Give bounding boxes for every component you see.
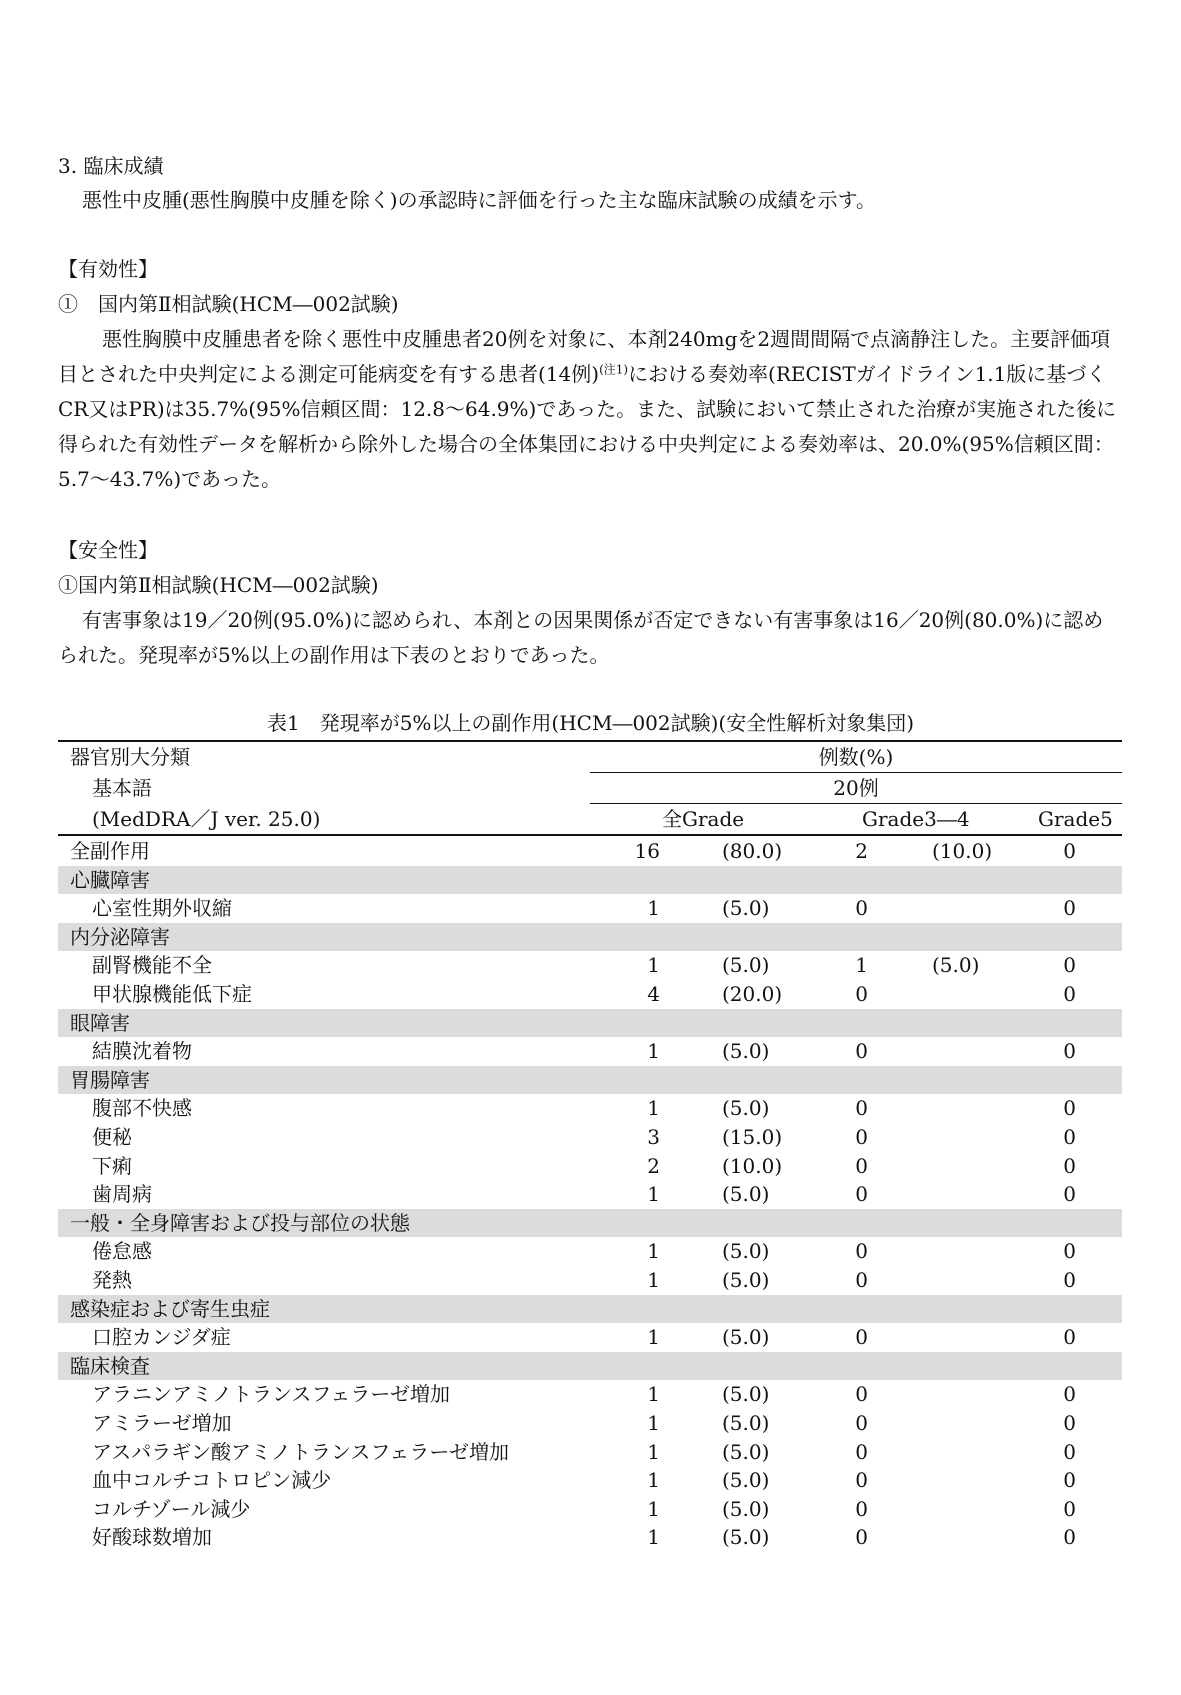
safety-heading: 【安全性】 bbox=[58, 538, 158, 562]
table-row-soc bbox=[58, 1295, 1122, 1323]
all-grade-pct: (5.0) bbox=[722, 1411, 770, 1435]
grade5-count: 0 bbox=[1063, 1268, 1076, 1292]
table-row bbox=[58, 1495, 1122, 1523]
row-label: 胃腸障害 bbox=[70, 1067, 150, 1092]
grade34-count: 0 bbox=[855, 1439, 868, 1464]
table-row bbox=[58, 1123, 1122, 1151]
grade5-count: 0 bbox=[1063, 896, 1076, 921]
all-grade-pct: (5.0) bbox=[722, 1096, 770, 1121]
all-grade-count: 1 bbox=[647, 1411, 660, 1435]
row-label: アスパラギン酸アミノトランスフェラーゼ増加 bbox=[92, 1439, 509, 1464]
all-grade-pct: (5.0) bbox=[722, 1382, 770, 1407]
grade5-count: 0 bbox=[1063, 1239, 1076, 1264]
all-grade-pct: (80.0) bbox=[722, 839, 783, 863]
grade34-count: 0 bbox=[855, 1468, 868, 1493]
grade5-count: 0 bbox=[1063, 1039, 1076, 1064]
row-label: 腹部不快感 bbox=[92, 1096, 192, 1121]
row-label: アラニンアミノトランスフェラーゼ増加 bbox=[92, 1382, 450, 1407]
grade34-count: 0 bbox=[855, 1039, 868, 1064]
table-caption: 表1 発現率が5%以上の副作用(HCM―002試験)(安全性解析対象集団) bbox=[266, 711, 915, 735]
grade5-count: 0 bbox=[1063, 1125, 1076, 1149]
all-grade-count: 3 bbox=[647, 1125, 660, 1149]
grade34-count: 0 bbox=[855, 1496, 868, 1521]
table-row bbox=[58, 1323, 1122, 1351]
grade5-count: 0 bbox=[1063, 953, 1076, 978]
row-label: 全副作用 bbox=[70, 839, 150, 863]
grade5-count: 0 bbox=[1063, 1153, 1076, 1178]
grade34-count: 0 bbox=[855, 1182, 868, 1207]
grade34-count: 0 bbox=[855, 1525, 868, 1550]
table-row-soc bbox=[58, 1352, 1122, 1380]
all-grade-pct: (5.0) bbox=[722, 1525, 770, 1550]
grade5-count: 0 bbox=[1063, 839, 1076, 863]
grade5-count: 0 bbox=[1063, 1468, 1076, 1493]
table-row-soc bbox=[58, 1209, 1122, 1237]
row-label: 一般・全身障害および投与部位の状態 bbox=[70, 1210, 410, 1235]
all-grade-pct: (5.0) bbox=[722, 1468, 770, 1493]
row-label: 口腔カンジダ症 bbox=[92, 1325, 231, 1350]
header-grade34: Grade3―4 bbox=[862, 807, 970, 831]
grade34-count: 1 bbox=[855, 953, 868, 978]
grade34-count: 0 bbox=[855, 1382, 868, 1407]
grade34-count: 0 bbox=[855, 1325, 868, 1350]
grade5-count: 0 bbox=[1063, 1525, 1076, 1550]
table-row bbox=[58, 1237, 1122, 1265]
all-grade-pct: (5.0) bbox=[722, 1182, 770, 1207]
grade5-count: 0 bbox=[1063, 1325, 1076, 1350]
table-row bbox=[58, 1266, 1122, 1294]
footnote-marker: (注1) bbox=[599, 362, 629, 377]
efficacy-paragraph-part-b: における奏効率(RECISTガイドライン1.1版に基づくCR又はPR)は35.7%(95%信頼区間：12.8～64.9%)であった。また、試験において禁止された治療が実施された後に得られた有効性データを解析から除外した場合の全体集団における中央判定による奏効率は、20.0%(95%信頼区間：5.7～43.7%)であった。 bbox=[58, 362, 1117, 491]
table-row bbox=[58, 1094, 1122, 1122]
table-row bbox=[58, 1380, 1122, 1408]
row-label: 心臓障害 bbox=[70, 867, 150, 892]
table-row bbox=[58, 1438, 1122, 1466]
row-label: 内分泌障害 bbox=[70, 924, 170, 949]
efficacy-trial-title: ① 国内第Ⅱ相試験(HCM―002試験) bbox=[58, 292, 399, 316]
row-label: 血中コルチコトロピン減少 bbox=[92, 1468, 332, 1493]
row-label: 好酸球数増加 bbox=[92, 1525, 212, 1550]
safety-paragraph: 有害事象は19／20例(95.0%)に認められ、本剤との因果関係が否定できない有害事象は16／20例(80.0%)に認められた。発現率が5%以上の副作用は下表のとおりであった。 bbox=[58, 608, 1104, 667]
table-row bbox=[58, 1409, 1122, 1437]
grade5-count: 0 bbox=[1063, 1182, 1076, 1207]
all-grade-count: 16 bbox=[634, 839, 660, 863]
efficacy-paragraph bbox=[58, 322, 1118, 497]
all-grade-count: 1 bbox=[647, 896, 660, 921]
row-label: 倦怠感 bbox=[92, 1239, 152, 1264]
all-grade-pct: (5.0) bbox=[722, 1268, 770, 1292]
grade5-count: 0 bbox=[1063, 1411, 1076, 1435]
header-soc: 器官別大分類 bbox=[70, 745, 190, 769]
table-row bbox=[58, 980, 1122, 1008]
all-grade-count: 1 bbox=[647, 1268, 660, 1292]
grade34-count: 0 bbox=[855, 1268, 868, 1292]
all-grade-pct: (5.0) bbox=[722, 1439, 770, 1464]
all-grade-count: 1 bbox=[647, 1468, 660, 1493]
header-bottom-rule bbox=[58, 834, 1122, 836]
table-row bbox=[58, 1523, 1122, 1551]
row-label: コルチゾール減少 bbox=[92, 1496, 251, 1521]
table-row-soc bbox=[58, 923, 1122, 951]
all-grade-count: 1 bbox=[647, 1182, 660, 1207]
all-grade-pct: (5.0) bbox=[722, 896, 770, 921]
all-grade-count: 1 bbox=[647, 1382, 660, 1407]
table-row-soc bbox=[58, 1066, 1122, 1094]
table-row-soc bbox=[58, 866, 1122, 894]
grade5-count: 0 bbox=[1063, 1439, 1076, 1464]
header-grade5: Grade5 bbox=[1038, 807, 1113, 831]
grade5-count: 0 bbox=[1063, 1096, 1076, 1121]
header-all-grade: 全Grade bbox=[662, 807, 745, 831]
row-label: 心室性期外収縮 bbox=[92, 896, 232, 921]
all-grade-pct: (5.0) bbox=[722, 953, 770, 978]
grade34-pct: (5.0) bbox=[932, 953, 980, 978]
efficacy-heading: 【有効性】 bbox=[58, 257, 158, 281]
grade34-count: 0 bbox=[855, 1096, 868, 1121]
all-grade-count: 2 bbox=[647, 1153, 660, 1178]
row-label: 臨床検査 bbox=[70, 1353, 150, 1378]
all-grade-count: 1 bbox=[647, 953, 660, 978]
row-label: 結膜沈着物 bbox=[92, 1039, 192, 1064]
header-n: 20例 bbox=[833, 776, 879, 800]
grade34-count: 0 bbox=[855, 896, 868, 921]
grade34-count: 0 bbox=[855, 1411, 868, 1435]
table-row bbox=[58, 1180, 1122, 1208]
all-grade-pct: (10.0) bbox=[722, 1153, 783, 1178]
row-label: 歯周病 bbox=[92, 1182, 152, 1207]
all-grade-pct: (5.0) bbox=[722, 1239, 770, 1264]
grade34-count: 0 bbox=[855, 1239, 868, 1264]
all-grade-count: 1 bbox=[647, 1525, 660, 1550]
table-row bbox=[58, 951, 1122, 979]
header-meddra: (MedDRA／J ver. 25.0) bbox=[92, 807, 321, 831]
all-grade-count: 4 bbox=[647, 982, 660, 1006]
row-label: 甲状腺機能低下症 bbox=[92, 982, 252, 1006]
table-row bbox=[58, 1037, 1122, 1065]
all-grade-count: 1 bbox=[647, 1439, 660, 1464]
grade34-pct: (10.0) bbox=[932, 839, 993, 863]
row-label: 副腎機能不全 bbox=[92, 953, 212, 978]
efficacy-paragraph-part-a: 悪性胸膜中皮腫患者を除く悪性中皮腫患者20例を対象に、本剤240mgを2週間間隔で点滴静注した。主要評価項目とされた中央判定による測定可能病変を有する患者(14例) bbox=[58, 327, 1111, 386]
section-heading: 3. 臨床成績 bbox=[58, 154, 164, 178]
all-grade-count: 1 bbox=[647, 1325, 660, 1350]
grade5-count: 0 bbox=[1063, 1496, 1076, 1521]
table-row bbox=[58, 1466, 1122, 1494]
safety-trial-title: ①国内第Ⅱ相試験(HCM―002試験) bbox=[58, 573, 379, 597]
all-grade-count: 1 bbox=[647, 1039, 660, 1064]
table-row-soc bbox=[58, 1009, 1122, 1037]
grade5-count: 0 bbox=[1063, 1382, 1076, 1407]
header-group: 例数(%) bbox=[818, 745, 894, 769]
all-grade-pct: (5.0) bbox=[722, 1039, 770, 1064]
row-label: 感染症および寄生虫症 bbox=[70, 1296, 270, 1321]
all-grade-pct: (20.0) bbox=[722, 982, 783, 1006]
grade34-count: 0 bbox=[855, 1125, 868, 1149]
row-label: 便秘 bbox=[92, 1125, 132, 1149]
row-label: 発熱 bbox=[92, 1268, 132, 1292]
header-pt: 基本語 bbox=[92, 776, 152, 800]
section-intro: 悪性中皮腫(悪性胸膜中皮腫を除く)の承認時に評価を行った主な臨床試験の成績を示す。 bbox=[82, 188, 877, 212]
table-row bbox=[58, 894, 1122, 922]
all-grade-pct: (5.0) bbox=[722, 1496, 770, 1521]
table-row bbox=[58, 1152, 1122, 1180]
grade5-count: 0 bbox=[1063, 982, 1076, 1006]
all-grade-count: 1 bbox=[647, 1496, 660, 1521]
all-grade-count: 1 bbox=[647, 1096, 660, 1121]
grade34-count: 2 bbox=[855, 839, 868, 863]
all-grade-count: 1 bbox=[647, 1239, 660, 1264]
grade34-count: 0 bbox=[855, 1153, 868, 1178]
grade34-count: 0 bbox=[855, 982, 868, 1006]
row-label: アミラーゼ増加 bbox=[92, 1411, 232, 1435]
row-label: 眼障害 bbox=[70, 1010, 130, 1035]
all-grade-pct: (5.0) bbox=[722, 1325, 770, 1350]
row-label: 下痢 bbox=[92, 1153, 132, 1178]
table-row-total bbox=[58, 837, 1122, 865]
all-grade-pct: (15.0) bbox=[722, 1125, 783, 1149]
